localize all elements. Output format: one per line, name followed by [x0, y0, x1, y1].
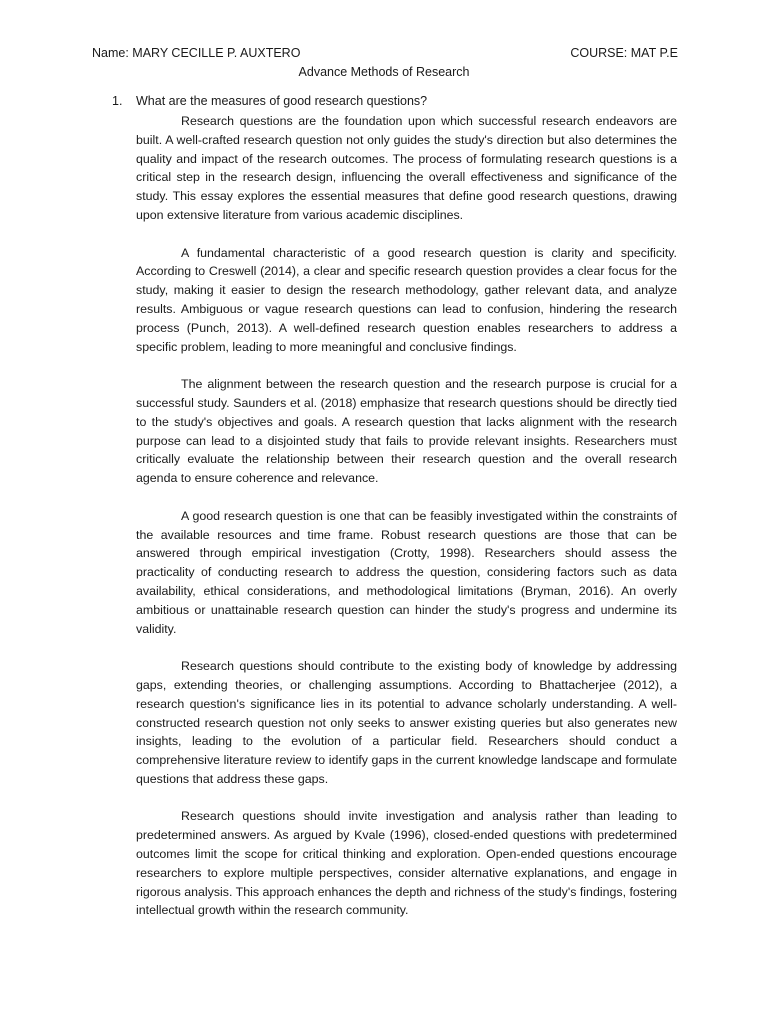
paragraph: A good research question is one that can be feasibly investigated within the constraints of the available resources and time frame. Robust research questions are those that can be answered through empirical investigation (Crotty, 1998). Researchers should assess the practicality of conducting research to address the question, considering factors such as data availability, ethical considerations, and methodological limitations (Bryman, 2016). An overly ambitious or unattainable research question can hinder the study's progress and undermine its validity.: [136, 508, 677, 636]
course-label: COURSE: MAT P.E: [570, 46, 678, 60]
document-header: [92, 46, 678, 66]
question-item: [112, 94, 672, 108]
essay-body: [136, 112, 677, 939]
paragraph: A fundamental characteristic of a good research question is clarity and specificity. According to Creswell (2014), a clear and specific research question provides a clear focus for the study, making it easier to design the research methodology, gather relevant data, and analyze results. Ambiguous or vague research questions can lead to confusion, hindering the research process (Punch, 2013). A well-defined research question enables researchers to address a specific problem, leading to more meaningful and conclusive findings.: [136, 245, 677, 354]
document-title: Advance Methods of Research: [298, 65, 470, 79]
question-text: What are the measures of good research questions?: [136, 94, 428, 108]
paragraph: The alignment between the research question and the research purpose is crucial for a successful study. Saunders et al. (2018) emphasize that research questions should be directly tied to the study's objectives and goals. A research question that lacks alignment with the research purpose can lead to a disjointed study that fails to provide relevant insights. Researchers must critically evaluate the relationship between their research question and the overall research agenda to ensure coherence and relevance.: [136, 377, 677, 486]
paragraph: Research questions are the foundation upon which successful research endeavors are built. A well-crafted research question not only guides the study's direction but also determines the quality and impact of the research outcomes. The process of formulating research questions is a critical step in the research design, influencing the overall effectiveness and significance of the study. This essay explores the essential measures that define good research questions, drawing upon extensive literature from various academic disciplines.: [136, 114, 677, 222]
question-number: 1.: [112, 94, 123, 108]
paragraph: Research questions should invite investigation and analysis rather than leading to predetermined answers. As argued by Kvale (1996), closed-ended questions with predetermined outcomes limit the scope for critical thinking and exploration. Open-ended questions encourage researchers to explore multiple perspectives, consider alternative explanations, and engage in rigorous analysis. This approach enhances the depth and richness of the study's findings, fostering intellectual growth within the research community.: [136, 809, 677, 918]
student-name: Name: MARY CECILLE P. AUXTERO: [92, 46, 301, 60]
paragraph: Research questions should contribute to the existing body of knowledge by addressing gaps, extending theories, or challenging assumptions. According to Bhattacherjee (2012), a research question's significance lies in its potential to advance scholarly understanding. A well-constructed research question not only seeks to answer existing queries but also generates new insights, leading to the evolution of a particular field. Researchers should conduct a comprehensive literature review to identify gaps in the current knowledge landscape and formulate questions that address these gaps.: [136, 659, 677, 786]
